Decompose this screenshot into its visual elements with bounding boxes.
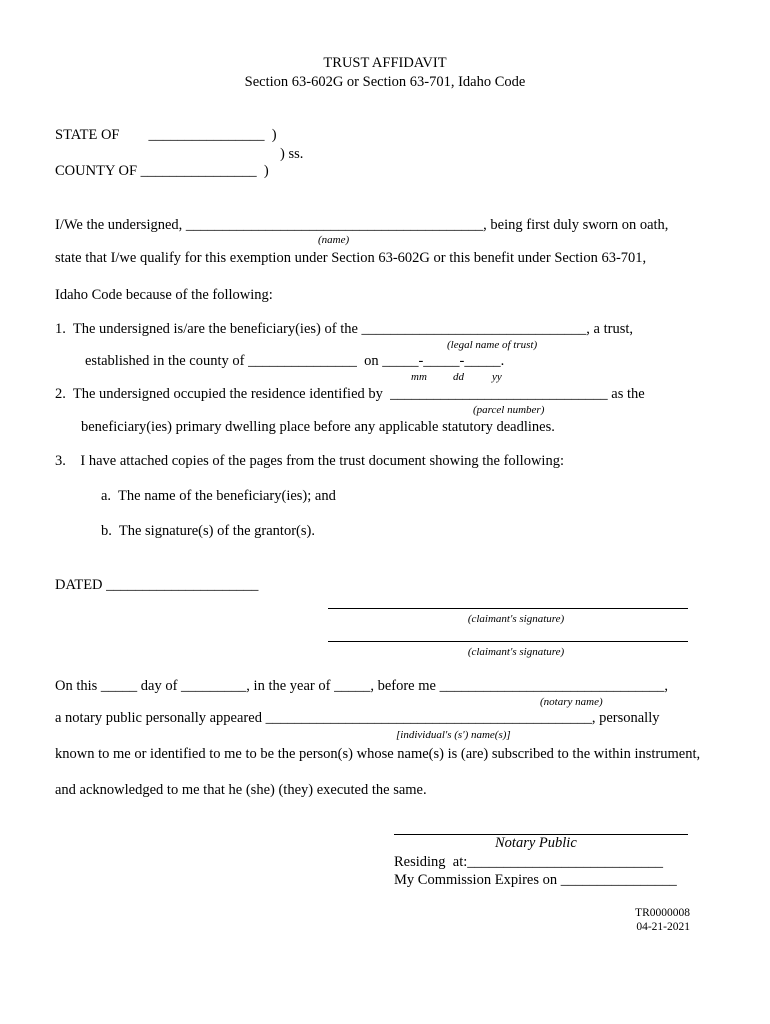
state-of-line: STATE OF ________________ ) xyxy=(55,127,277,143)
claimant-signature-line-1 xyxy=(328,608,688,609)
document-title: TRUST AFFIDAVIT xyxy=(323,55,447,71)
claimant-signature-caption-1: (claimant's signature) xyxy=(467,613,565,625)
notary-line-1: On this _____ day of _________, in the year of _____, before me _______________________________, xyxy=(55,678,668,694)
item-3-b: b. The signature(s) of the grantor(s). xyxy=(101,523,315,539)
notary-line-4: and acknowledged to me that he (she) (they) executed the same. xyxy=(55,782,427,798)
form-number: TR0000008 xyxy=(635,907,690,919)
parcel-number-caption: (parcel number) xyxy=(473,404,545,416)
date-dd-caption: dd xyxy=(453,371,464,383)
date-mm-caption: mm xyxy=(411,371,427,383)
item-2-line-2: beneficiary(ies) primary dwelling place before any applicable statutory deadlines. xyxy=(81,419,555,435)
individual-name-caption: [individual's (s') name(s)] xyxy=(396,729,511,741)
intro-line-2: state that I/we qualify for this exemption under Section 63-602G or this benefit under Section 63-701, xyxy=(55,250,647,266)
ss-line: ) ss. xyxy=(280,146,304,162)
legal-name-of-trust-caption: (legal name of trust) xyxy=(447,339,538,351)
notary-line-2: a notary public personally appeared _____________________________________________, personally xyxy=(55,710,660,726)
date-yy-caption: yy xyxy=(492,371,502,383)
item-1-line-1: 1. The undersigned is/are the beneficiary(ies) of the _______________________________, a trust, xyxy=(55,321,633,337)
claimant-signature-line-2 xyxy=(328,641,688,642)
notary-name-caption: (notary name) xyxy=(540,696,603,708)
document-subtitle: Section 63-602G or Section 63-701, Idaho Code xyxy=(244,74,526,90)
item-3-a: a. The name of the beneficiary(ies); and xyxy=(101,488,336,504)
residing-at-line: Residing at:___________________________ xyxy=(394,854,664,870)
notary-line-3: known to me or identified to me to be the person(s) whose name(s) is (are) subscribed to the within instrument, xyxy=(55,746,701,762)
name-caption: (name) xyxy=(318,234,350,246)
intro-line-1: I/We the undersigned, _________________________________________, being first duly sworn on oath, xyxy=(55,217,669,233)
county-of-line: COUNTY OF ________________ ) xyxy=(55,163,269,179)
item-1-line-2: established in the county of _______________ on _____-_____-_____. xyxy=(85,353,505,369)
notary-public-label: Notary Public xyxy=(495,835,577,851)
commission-expires-line: My Commission Expires on ________________ xyxy=(394,872,677,888)
dated-line: DATED _____________________ xyxy=(55,577,259,593)
item-2-line-1: 2. The undersigned occupied the residence identified by ______________________________ as the xyxy=(55,386,645,402)
item-3-line-1: 3. I have attached copies of the pages from the trust document showing the following: xyxy=(55,453,564,469)
form-date: 04-21-2021 xyxy=(636,921,690,933)
intro-line-3: Idaho Code because of the following: xyxy=(55,287,273,303)
claimant-signature-caption-2: (claimant's signature) xyxy=(467,646,565,658)
